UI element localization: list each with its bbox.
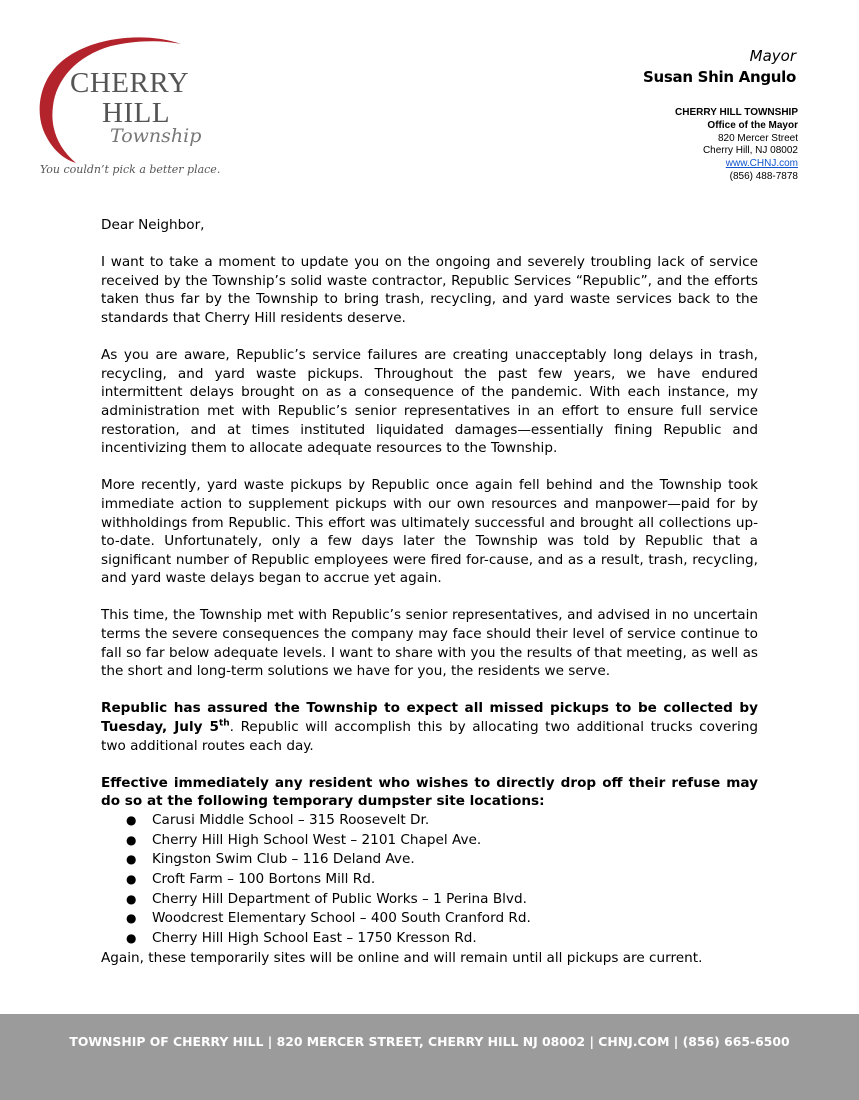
city-address: Cherry Hill, NJ 08002 xyxy=(702,145,798,157)
logo-graphic xyxy=(36,36,206,166)
site-label: Cherry Hill Department of Public Works – 1 Perina Blvd. xyxy=(152,890,527,907)
bullet-icon: ● xyxy=(126,872,137,887)
greeting: Dear Neighbor, xyxy=(101,217,205,233)
bullet-icon: ● xyxy=(126,891,137,906)
website-link[interactable]: www.CHNJ.com xyxy=(725,158,798,170)
phone-number: (856) 488-7878 xyxy=(729,170,798,182)
site-item xyxy=(126,811,758,831)
site-item xyxy=(126,831,758,851)
footer-bar xyxy=(0,1014,859,1100)
dumpster-sites-list xyxy=(101,811,758,949)
letter-body xyxy=(101,216,758,986)
paragraph-3: More recently, yard waste pickups by Republic once again fell behind and the Township took immediate action to supplement pickups with our own resources and manpower—paid for by withholdings from Republic. This effort was ultimately successful and brought all collections up-to-date. Unfortunately, only a few days later the Township was told by Republic that a significant number of Republic employees were fired for-cause, and as a result, trash, recycling, and yard waste delays began to accrue yet again. xyxy=(101,477,758,587)
logo-township: Township xyxy=(110,125,202,147)
site-label: Croft Farm – 100 Bortons Mill Rd. xyxy=(152,871,376,888)
site-item xyxy=(126,850,758,870)
mayor-title: Mayor xyxy=(749,47,796,65)
pickup-plan: . Republic will accomplish this by allocating two additional trucks covering two additional routes each day. xyxy=(101,719,758,754)
site-label: Kingston Swim Club – 116 Deland Ave. xyxy=(152,851,415,868)
bullet-icon: ● xyxy=(126,931,137,946)
mayor-name: Susan Shin Angulo xyxy=(642,68,796,86)
paragraph-2: As you are aware, Republic’s service failures are creating unacceptably long delays in trash, recycling, and yard waste pickups. Throughout the past few years, we have endured intermittent delays brought on as a consequence of the pandemic. With each instance, my administration met with Republic’s senior representatives in an effort to ensure full service restoration, and at times instituted liquidated damages—essentially fining Republic and incentivizing them to allocate adequate resources to the Township. xyxy=(101,347,758,457)
paragraph-1: I want to take a moment to update you on the ongoing and severely troubling lack of service received by the Township’s solid waste contractor, Republic Services “Republic”, and the efforts taken thus far by the Township to bring trash, recycling, and yard waste services back to the standards that Cherry Hill residents deserve. xyxy=(101,254,758,326)
logo-hill: HILL xyxy=(102,97,171,129)
site-item xyxy=(126,929,758,949)
footer-text: TOWNSHIP OF CHERRY HILL | 820 MERCER STREET, CHERRY HILL NJ 08002 | CHNJ.COM | (856) 665-6500 xyxy=(69,1034,790,1049)
org-name: CHERRY HILL TOWNSHIP xyxy=(675,107,798,118)
paragraph-6: Effective immediately any resident who wishes to directly drop off their refuse may do so at the following temporary dumpster site locations: xyxy=(101,774,758,810)
logo-tagline: You couldn’t pick a better place. xyxy=(40,163,221,176)
site-item xyxy=(126,870,758,890)
paragraph-5 xyxy=(101,699,758,755)
township-logo xyxy=(36,36,206,184)
paragraph-4: This time, the Township met with Republic’s senior representatives, and advised in no uncertain terms the severe consequences the company may face should their level of service continue to fall so far below adequate levels. I want to share with you the results of that meeting, as well as the short and long-term solutions we have for you, the residents we serve. xyxy=(101,607,758,680)
date-suffix: th xyxy=(218,718,230,729)
bullet-icon: ● xyxy=(126,911,137,926)
closing-line: Again, these temporarily sites will be online and will remain until all pickups are current. xyxy=(101,949,703,966)
site-label: Carusi Middle School – 315 Roosevelt Dr. xyxy=(152,812,430,828)
site-label: Cherry Hill High School East – 1750 Kresson Rd. xyxy=(152,930,477,947)
site-item xyxy=(126,909,758,929)
street-address: 820 Mercer Street xyxy=(717,132,798,144)
bullet-icon: ● xyxy=(126,832,137,847)
bullet-icon: ● xyxy=(126,813,137,827)
office-address-block xyxy=(675,107,798,184)
office-name: Office of the Mayor xyxy=(707,119,798,131)
site-label: Woodcrest Elementary School – 400 South Cranford Rd. xyxy=(152,910,531,927)
site-label: Cherry Hill High School West – 2101 Chapel Ave. xyxy=(152,831,482,848)
bullet-icon: ● xyxy=(126,852,137,867)
site-item xyxy=(126,890,758,910)
pickup-assurance: Republic has assured the Township to expect all missed pickups to be collected by Tuesday, July 5 xyxy=(101,700,758,736)
logo-cherry: CHERRY xyxy=(70,67,190,99)
